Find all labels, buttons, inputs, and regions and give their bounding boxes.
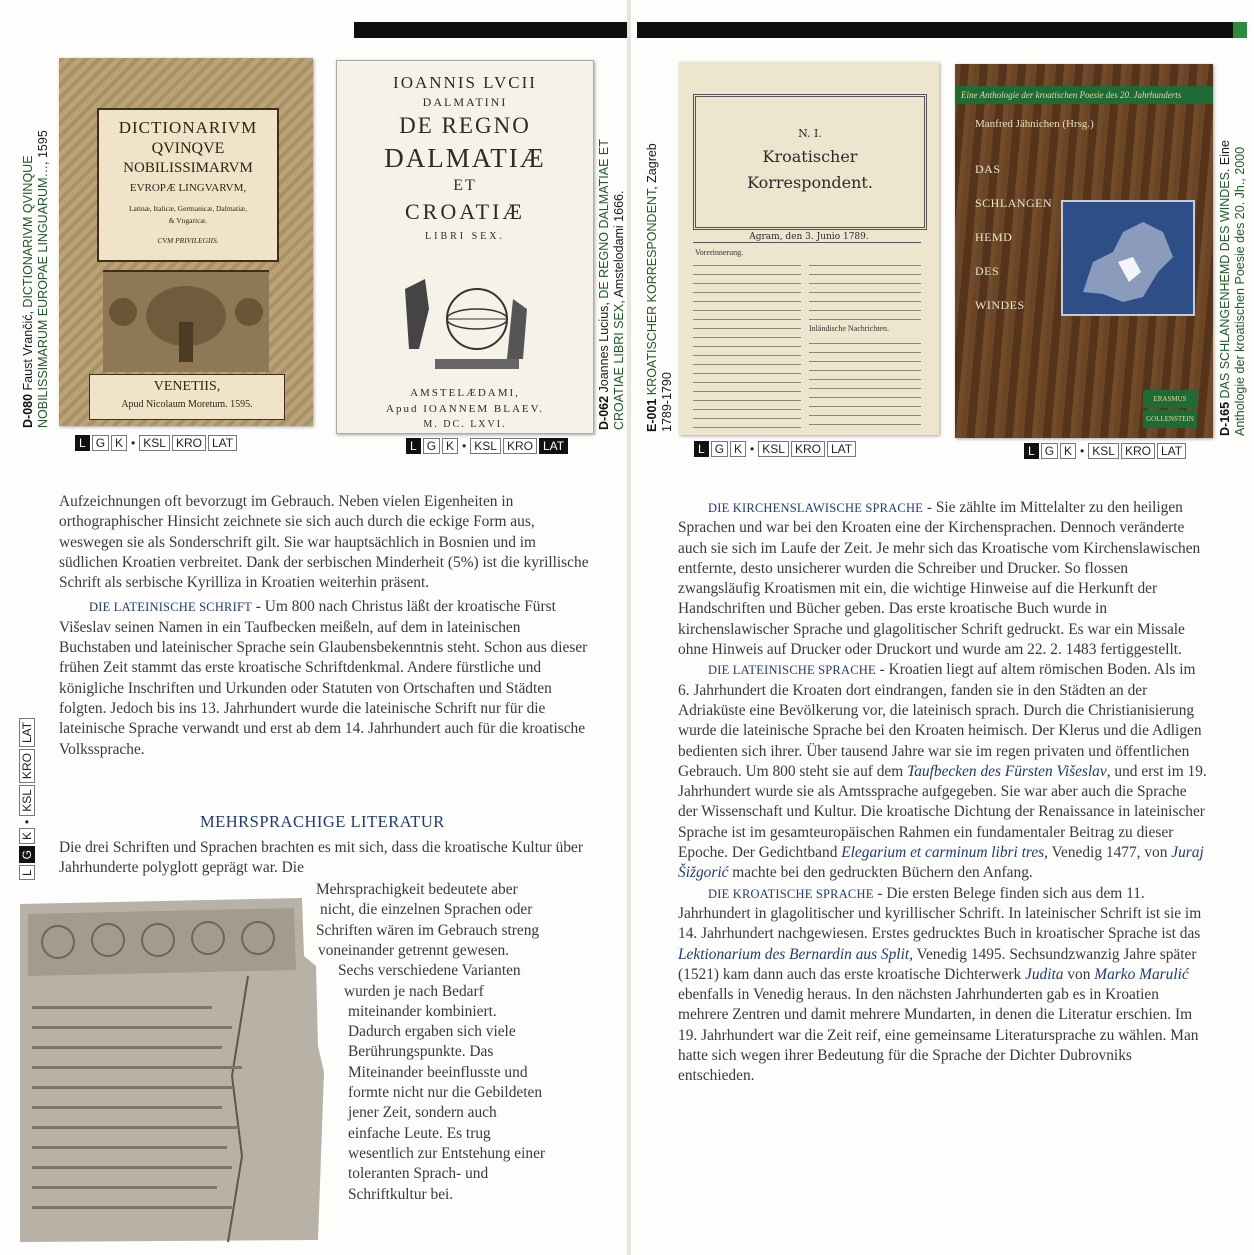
text-line: Schriftkultur bei. xyxy=(348,1185,454,1203)
paragraph-text: - Kroatien liegt auf altem römischen Boden. Als im 6. Jahrhundert die Kroaten dort eindrangen, fanden sie in den Städten an der Adriaküste eine Bevölkerung vor, die lateinisch sprach. Durch die Christianisierung wurde die lateinische Sprache bei den Kroaten heimisch. Der Klerus und die Adligen bedienten sich ihrer. Über tausend Jahre war sie im regen privaten und öffentlichen Gebrauch. Um 800 steht sie auf dem xyxy=(678,661,1202,780)
cover-text-column xyxy=(809,338,921,428)
text-line: Miteinander beeinflusste und xyxy=(348,1063,528,1081)
paragraph-lateinische-sprache xyxy=(678,660,1210,883)
caption-title: CROATIAE LIBRI SEX xyxy=(611,303,626,430)
tag-k: K xyxy=(111,435,127,451)
caption-korrespondent xyxy=(645,143,674,432)
paragraph-text: , Venedig 1495. Sechsundzwanzig Jahre später (1521) kam dann auch das erste kroatische Dichterwerk xyxy=(678,945,1197,983)
cover-line: EVROPÆ LINGVARVM, xyxy=(129,182,247,194)
text-line: wesentlich zur Entstehung einer xyxy=(348,1144,546,1162)
paragraph-kirchenslawisch xyxy=(678,498,1210,660)
cover-subhead: Inländische Nachrichten. xyxy=(809,324,889,333)
caption-dictionarium xyxy=(21,130,50,428)
caption-post: . Eine xyxy=(1218,140,1232,173)
caption-title: NOBILISSIMARUM EUROPAE LINGUARUM… xyxy=(35,164,50,428)
cover-title-frame xyxy=(693,94,927,230)
work-title: Lektionarium des Bernardin aus Split xyxy=(678,945,910,963)
tag-g: G xyxy=(19,846,35,863)
text-line: jener Zeit, sondern auch xyxy=(348,1104,497,1122)
separator-dot: • xyxy=(131,436,136,450)
tag-lat: LAT xyxy=(208,435,237,451)
text-line: miteinander kombiniert. xyxy=(348,1002,497,1020)
paragraph-kyrillisch: Aufzeichnungen oft bevorzugt im Gebrauch. Neben vielen Eigenheiten in orthographischer Hinsicht zeichnete sie sich auch durch die eckige Form aus, weswegen sie als Sonderschrift gilt. Sie war hauptsächlich in Bosnien und im südlichen Kroatien verbreitet. Dank der serbischen Minderheit (5%) ist die kyrillische Schrift als serbische Kyrilliza in Kroatien weiterhin präsent. xyxy=(59,493,589,592)
language-strip-1 xyxy=(75,435,237,451)
person-name: Juraj Šižgorić xyxy=(678,844,1204,882)
top-band-accent xyxy=(1233,22,1247,38)
caption-title: KROATISCHER KORRESPONDENT xyxy=(645,189,659,396)
paragraph-text: , und erst im 19. Jahrhundert wurde sie als Amtssprache aufgegeben. Sie war aber auch die Sprache der Wissenschaft und Kultur. Die kroatische Dichtung der Renaissance in lateinischer Sprache ist im gesamteuropäischen Rahmen ein fundamentaler Beitrag zu dieser Epoche. Der Gedichtband xyxy=(678,762,1207,862)
work-title: Judita xyxy=(1025,965,1064,983)
tag-g: G xyxy=(92,435,109,451)
left-text-column xyxy=(59,492,595,760)
tag-k: K xyxy=(442,438,458,454)
text-line: wurden je nach Bedarf xyxy=(344,982,484,1000)
tag-l: L xyxy=(406,438,421,454)
cover-line: QVINQVE xyxy=(151,140,225,157)
book-cover-korrespondent xyxy=(679,62,939,435)
top-band-left xyxy=(354,22,627,38)
cover-line: DICTIONARIVM xyxy=(118,118,258,137)
tag-kro: KRO xyxy=(172,435,206,451)
caption-title: DICTIONARIVM QVINQUE xyxy=(21,155,35,308)
paragraph-text: - Die ersten Belege finden sich aus dem 11. Jahrhundert in glagolitischer und kyrillischer Schrift. In lateinischer Schrift ist sie im 14. Jahrhundert nachgewiesen. Erstes gedrucktes Buch in kroatischer Sprache ist das xyxy=(678,884,1202,943)
cover-text-column xyxy=(693,260,801,428)
tag-k: K xyxy=(730,441,746,457)
cover-title-frame xyxy=(97,108,279,262)
book-code: D-165 xyxy=(1218,401,1232,436)
tag-lat: LAT xyxy=(1157,443,1186,459)
run-in-heading: DIE LATEINISCHE SPRACHE xyxy=(708,663,876,678)
tag-k: K xyxy=(19,828,35,844)
text-line: einfache Leute. Es trug xyxy=(348,1124,491,1142)
cover-line: Kroatischer xyxy=(762,147,858,166)
paragraph-text: von xyxy=(1063,965,1095,983)
tag-kro: KRO xyxy=(503,438,537,454)
cover-foot-line: VENETIIS, xyxy=(153,379,221,394)
cover-foot-line: Agram, den 3. Junio 1789. xyxy=(749,232,869,242)
book-cover-dictionarium xyxy=(59,58,313,426)
separator-dot: • xyxy=(750,442,755,456)
text-line: voneinander getrennt gewesen. xyxy=(318,941,510,959)
cover-foot-line: M. DC. LXVI. xyxy=(423,419,507,430)
tag-l: L xyxy=(694,441,709,457)
text-line: nicht, die einzelnen Sprachen oder xyxy=(320,901,533,919)
book-code: D-080 xyxy=(21,393,35,428)
tag-l: L xyxy=(19,865,35,880)
right-text-column xyxy=(678,498,1210,1087)
cover-publisher: GOLLENSTEIN xyxy=(1143,410,1197,428)
cover-text-column xyxy=(809,260,921,320)
tag-ksl: KSL xyxy=(758,441,789,457)
language-strip-2 xyxy=(406,438,568,454)
tag-l: L xyxy=(75,435,90,451)
caption-date: , Amstelodami 1666. xyxy=(611,190,626,304)
paragraph-text: ebenfalls in Venedig heraus. In den nächsten Jahrhunderten gab es in Kroatien mehrere Zentren und damit mehrere Mundarten, in denen die Literatur erschien. Im 19. Jahrhundert war die Zeit reif, eine gemeinsame Literatursprache zu wählen. Man hatte sich wegen ihrer Bedeutung für die Sprache der Dichter Dubrovniks entschieden. xyxy=(678,986,1199,1085)
cover-imprint xyxy=(89,374,285,420)
caption-title: DAS SCHLANGENHEMD DES WINDES xyxy=(1218,172,1232,399)
cover-line: CVM PRIVILEGIIS. xyxy=(157,236,219,245)
work-title: Elegarium et carminum libri tres xyxy=(841,844,1045,862)
page-fold xyxy=(627,0,631,1255)
caption-author: Faust Vrančić, xyxy=(21,307,35,391)
cover-engraving xyxy=(103,270,269,372)
cover-line: Korrespondent. xyxy=(747,173,873,192)
paragraph-text: - Um 800 nach Christus läßt der kroatische Fürst Višeslav seinen Namen in ein Taufbecken meißeln, auf dem in lateinischen Buchstaben und lateinischer Sprache sein Glaubensbekenntnis steht. Schon aus dieser frühen Zeit stammt das erste kroatische Schriftdenkmal. Andere fürstliche und königliche Inschriften und Urkunden oder Statuten von Ortschaften und Städten folgten. Jedoch bis ins 13. Jahrhundert wurde die lateinische Schrift nur für die lateinische Sprache verwandt und erst ab dem 14. Jahrhundert auch für die kroatische Volkssprache. xyxy=(59,598,588,758)
cover-line: & Vngaricæ. xyxy=(168,216,208,225)
tag-g: G xyxy=(423,438,440,454)
cover-line: LIBRI SEX. xyxy=(425,231,505,242)
cover-line: DALMATIÆ xyxy=(384,143,546,173)
cover-line: SCHLANGEN xyxy=(975,196,1053,210)
cover-line: WINDES xyxy=(975,298,1025,312)
tag-lat: LAT xyxy=(827,441,856,457)
separator-dot: • xyxy=(462,439,467,453)
tag-lat: LAT xyxy=(539,438,568,454)
cover-foot-line: Apud IOANNEM BLAEV. xyxy=(386,403,544,415)
top-band-right xyxy=(637,22,1233,38)
cover-line: DES xyxy=(975,264,1000,278)
text-line: Schriften wären im Gebrauch streng xyxy=(316,921,540,939)
cover-line: Latinæ, Italicæ, Germanicæ, Dalmatiæ, xyxy=(128,204,248,213)
tag-l: L xyxy=(1024,443,1039,459)
paragraph-lateinische-schrift xyxy=(59,597,595,759)
cover-author: Manfred Jähnichen (Hrsg.) xyxy=(975,118,1094,130)
text-line: Berührungspunkte. Das xyxy=(348,1043,494,1061)
text-line: Mehrsprachigkeit bedeutete aber xyxy=(316,881,518,898)
cover-line: DALMATINI xyxy=(422,95,508,109)
separator-dot: • xyxy=(20,819,34,824)
book-code: D-062 xyxy=(597,395,611,430)
text-line: formte nicht nur die Gebildeten xyxy=(348,1084,543,1101)
paragraph-text: machte bei den gedruckten Büchern den Anfang. xyxy=(728,864,1033,882)
cover-line: ET xyxy=(453,177,477,194)
text-line: toleranten Sprach- und xyxy=(348,1165,489,1183)
caption-subtitle: Anthologie der kroatischen Poesie des 20. Jh., 2000 xyxy=(1232,146,1247,436)
caption-schlangenhemd xyxy=(1218,140,1247,436)
tag-kro: KRO xyxy=(19,749,35,783)
caption-author: Joannes Lucius, xyxy=(597,298,611,393)
language-strip-side xyxy=(19,718,35,880)
language-strip-4 xyxy=(1024,443,1186,459)
tag-lat: LAT xyxy=(19,718,35,747)
caption-place: , Zagreb xyxy=(645,143,659,190)
caption-de-regno xyxy=(597,139,626,430)
tag-ksl: KSL xyxy=(139,435,170,451)
tag-kro: KRO xyxy=(791,441,825,457)
person-name: Marko Marulić xyxy=(1094,965,1189,983)
europe-map-image xyxy=(1061,200,1195,316)
paragraph-text: , Venedig 1477, von xyxy=(1044,844,1172,862)
text-line: Sechs verschiedene Varianten xyxy=(338,962,521,980)
paragraph-text: - Sie zählte im Mittelalter zu den heiligen Sprachen und war bei den Kroaten eine der Kirchensprachen. Dennoch veränderte auch sie sich im Laufe der Zeit. Je mehr sich das Kroatische vom Kirchenslawischen entfernte, desto unsicherer wurden die Schreiber und Drucker. So flossen zwangsläufig Kroatismen mit ein, die wichtige Hinweise auf die Herkunft der Handschriften und Bücher geben. Das erste kroatische Buch wurde in kirchenslawischer Sprache und glagolitischer Schrift gedruckt. Es war ein Missale ohne Hinweis auf Drucker oder Druckort und wurde am 22. 2. 1483 fertiggestellt. xyxy=(678,499,1201,659)
run-in-heading: DIE LATEINISCHE SCHRIFT xyxy=(89,600,252,615)
work-title: Taufbecken des Fürsten Višeslav xyxy=(907,762,1107,780)
paragraph-multi-intro: Die drei Schriften und Sprachen brachten es mit sich, dass die kroatische Kultur über Jahrhunderte polyglott geprägt war. Die xyxy=(59,839,583,877)
cover-subhead: Vorerinnerung. xyxy=(695,248,744,257)
text-line: Dadurch ergaben sich viele xyxy=(348,1023,516,1041)
language-strip-3 xyxy=(694,441,856,457)
tag-g: G xyxy=(711,441,728,457)
run-in-heading: DIE KIRCHENSLAWISCHE SPRACHE xyxy=(708,501,924,515)
book-cover-de-regno xyxy=(336,60,594,434)
run-in-heading: DIE KROATISCHE SPRACHE xyxy=(708,886,874,901)
tag-ksl: KSL xyxy=(19,785,35,816)
cover-foot-line: Apud Nicolaum Moretum. 1595. xyxy=(121,399,253,410)
book-code: E-001 xyxy=(645,398,659,432)
cover-line: N. I. xyxy=(798,127,822,140)
tag-kro: KRO xyxy=(1121,443,1155,459)
caption-title: DE REGNO DALMATIAE ET xyxy=(597,139,611,299)
tag-g: G xyxy=(1041,443,1058,459)
cover-line: IOANNIS LVCII xyxy=(393,73,537,92)
cover-line: NOBILISSIMARVM xyxy=(123,160,253,176)
tag-k: K xyxy=(1060,443,1076,459)
cover-publisher: ERASMUS xyxy=(1143,390,1197,408)
cover-anthology-band: Eine Anthologie der kroatischen Poesie des 20. Jahrhunderts xyxy=(955,86,1213,104)
tag-ksl: KSL xyxy=(1088,443,1119,459)
paragraph-kroatische-sprache xyxy=(678,884,1210,1087)
cover-foot-line: AMSTELÆDAMI, xyxy=(410,387,520,399)
caption-date: , 1595 xyxy=(35,130,50,165)
tag-ksl: KSL xyxy=(470,438,501,454)
book-cover-schlangenhemd xyxy=(955,64,1213,438)
section-heading-mehrsprachige-literatur: MEHRSPRACHIGE LITERATUR xyxy=(200,812,445,831)
cover-engraving xyxy=(395,269,535,381)
separator-dot: • xyxy=(1080,444,1085,458)
caption-date: 1789-1790 xyxy=(659,372,674,432)
cover-line: CROATIÆ xyxy=(404,199,525,224)
stone-inscription-image xyxy=(18,896,330,1242)
cover-line: DAS xyxy=(975,162,1001,176)
cover-line: HEMD xyxy=(975,230,1013,244)
cover-line: DE REGNO xyxy=(399,113,531,138)
